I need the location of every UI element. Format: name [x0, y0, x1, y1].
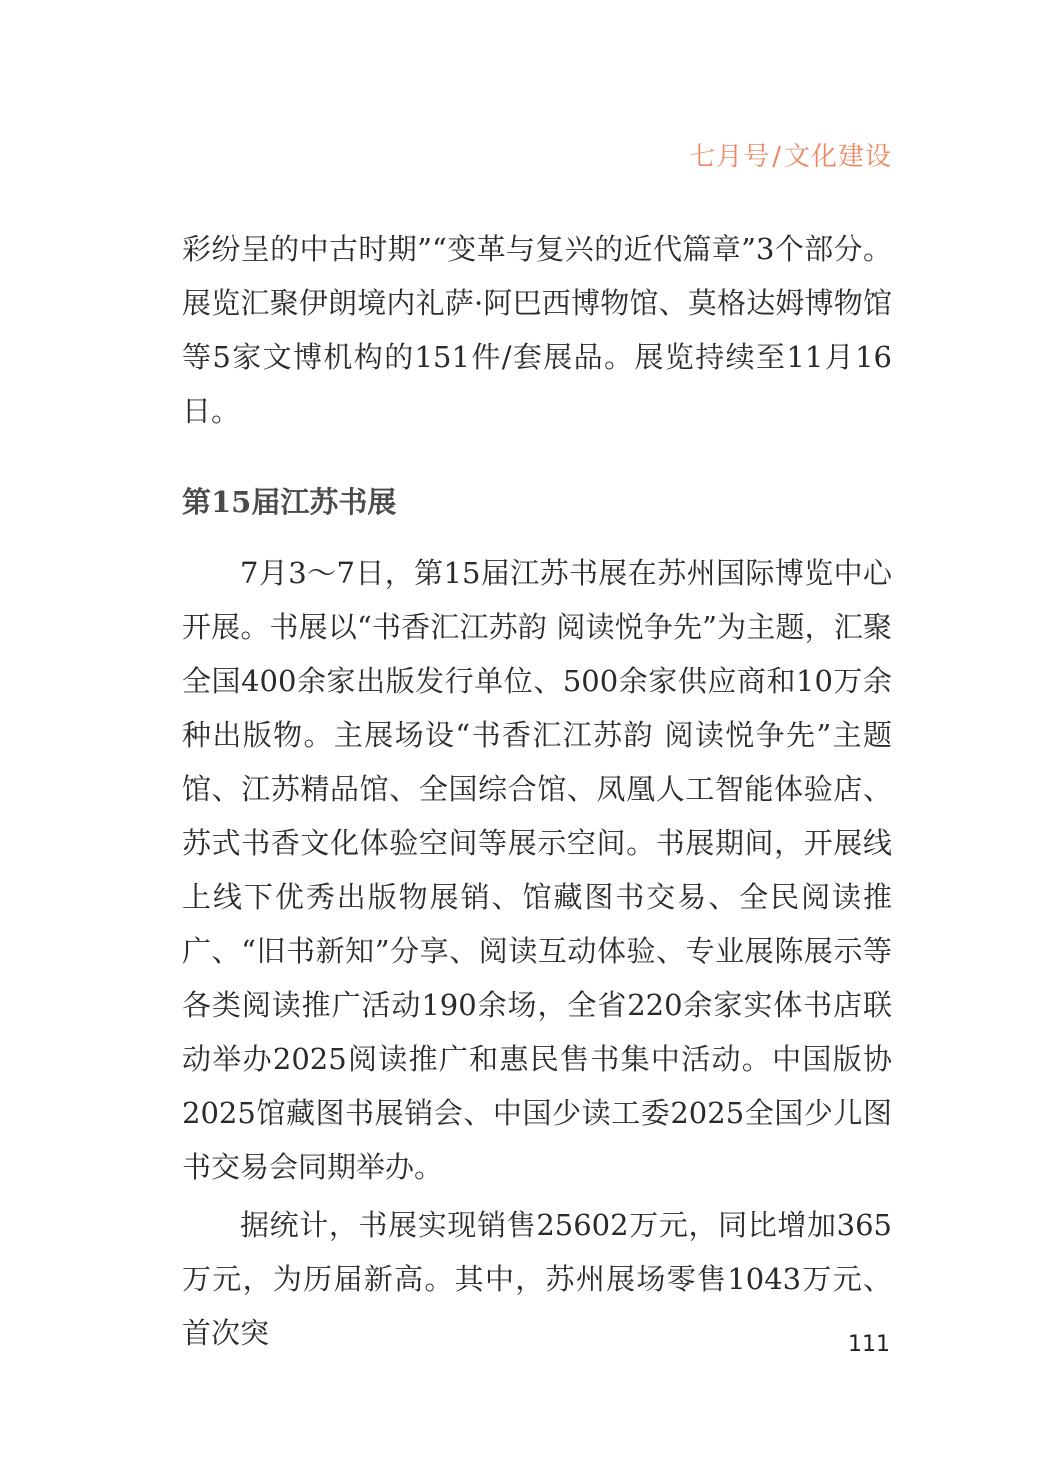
issue-label: 七月号 [689, 142, 771, 172]
paragraph: 据统计，书展实现销售25602万元，同比增加365万元，为历届新高。其中，苏州展场零售1043万元、首次突 [182, 1208, 892, 1350]
section-label: 文化建设 [783, 142, 892, 172]
section-body [182, 546, 892, 1364]
paragraph: 彩纷呈的中古时期”“变革与复兴的近代篇章”3个部分。展览汇聚伊朗境内礼萨·阿巴西博物馆、莫格达姆博物馆等5家文博机构的151件/套展品。展览持续至11月16日。 [182, 232, 892, 428]
continued-text [182, 222, 892, 438]
paragraph: 7月3～7日，第15届江苏书展在苏州国际博览中心开展。书展以“书香汇江苏韵 阅读悦争先”为主题，汇聚全国400余家出版发行单位、500余家供应商和10万余种出版物。主展场设“书香汇江苏韵 阅读悦争先”主题馆、江苏精品馆、全国综合馆、凤凰人工智能体验店、苏式书香文化体验空间等展示空间。书展期间，开展线上线下优秀出版物展销、馆藏图书交易、全民阅读推广、“旧书新知”分享、阅读互动体验、专业展陈展示等各类阅读推广活动190余场，全省220余家实体书店联动举办2025阅读推广和惠民售书集中活动。中国版协2025馆藏图书展销会、中国少读工委2025全国少儿图书交易会同期举办。 [182, 556, 892, 1184]
page-number: 111 [848, 1332, 890, 1357]
section-heading: 第15届江苏书展 [182, 485, 397, 519]
header-separator: / [772, 142, 782, 172]
running-header [689, 136, 892, 173]
